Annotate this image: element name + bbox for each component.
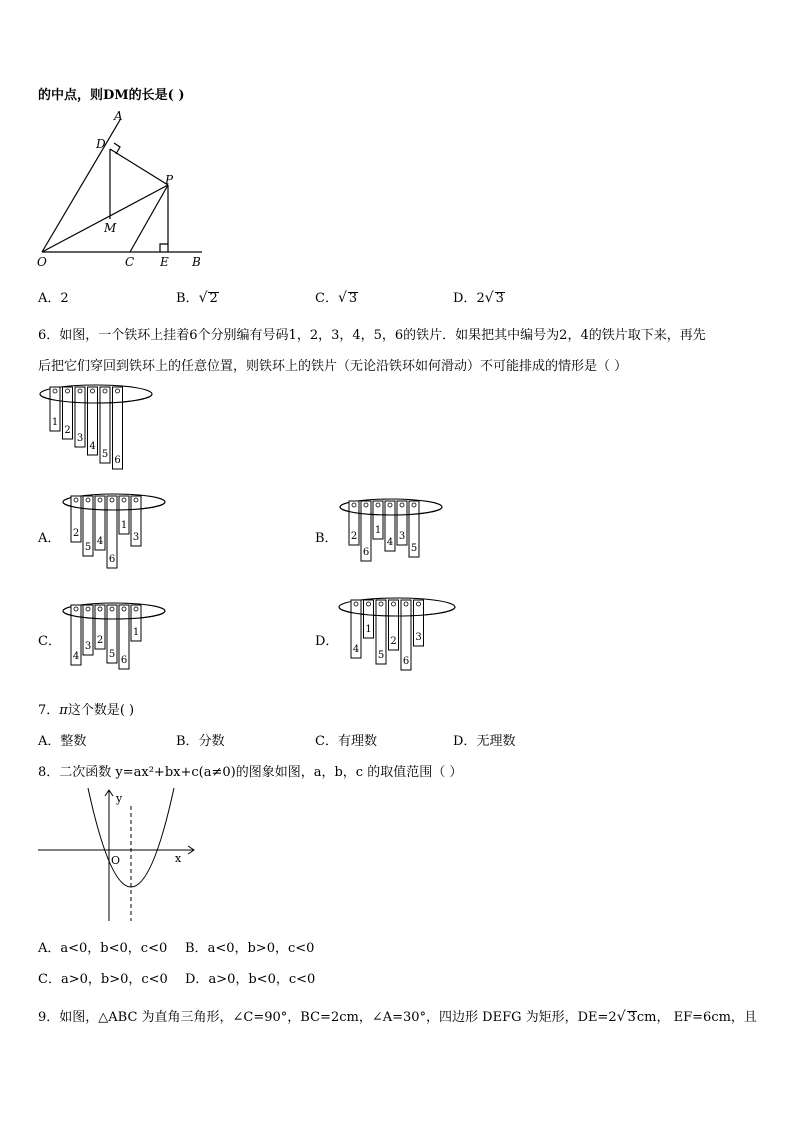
label-c: C (125, 255, 135, 269)
tag-number: 3 (398, 531, 406, 542)
tag-number: 1 (51, 417, 59, 428)
tag-number: 2 (96, 635, 104, 646)
q6-line-2: 后把它们穿回到铁环上的任意位置，则铁环上的铁片（无论沿铁环如何滑动）不可能排成的情形是（ ） (38, 359, 628, 374)
tag-hole (367, 602, 371, 606)
tag-number: 5 (101, 449, 109, 460)
tag-hole (110, 607, 114, 611)
q8-option-d[interactable]: D．a>0，b<0，c<0 (185, 972, 316, 987)
q5-option-a[interactable]: A．2 (38, 291, 69, 306)
tag-hole (354, 602, 358, 606)
tag-number: 4 (96, 536, 104, 547)
tag-number: 5 (84, 542, 92, 553)
tag-hole (66, 389, 70, 393)
x-label: x (175, 852, 182, 865)
tag-number: 5 (410, 543, 418, 554)
q6-option-a-label[interactable]: A． (38, 531, 61, 546)
tag-hole (78, 389, 82, 393)
tag-hole (122, 607, 126, 611)
tag-number: 5 (377, 650, 385, 661)
right-angle-e (160, 244, 168, 252)
tag-hole (74, 607, 78, 611)
q9-text: 9．如图，△ABC 为直角三角形，∠C=90°，BC=2cm，∠A=30°，四边形 DEFG 为矩形，DE=2√ 3cm， EF=6cm，且 (38, 1009, 757, 1025)
tag-number: 2 (350, 531, 358, 542)
tag-hole (388, 503, 392, 507)
q8-option-c[interactable]: C．a>0，b>0，c<0 (38, 972, 168, 987)
line-dp (110, 149, 168, 185)
q8-option-a[interactable]: A．a<0，b<0，c<0 (38, 941, 168, 956)
q8-parabola-graph (36, 786, 201, 926)
label-d: D (96, 137, 106, 151)
q7-option-a[interactable]: A．整数 (38, 734, 87, 749)
tag-number: 4 (72, 651, 80, 662)
q6-option-b-label[interactable]: B． (315, 531, 338, 546)
q7-option-b[interactable]: B．分数 (176, 734, 225, 749)
tag-number: 3 (76, 433, 84, 444)
tag-hole (91, 389, 95, 393)
tag-hole (412, 503, 416, 507)
tag-number: 3 (415, 632, 422, 643)
q5-option-d[interactable]: D．2√ 3 (453, 290, 504, 306)
q6-line-1: 6．如图，一个铁环上挂着6个分别编有号码1，2，3，4，5，6的铁片．如果把其中编号为2，4的铁片取下来，再先 (38, 328, 706, 343)
tag-number: 6 (402, 656, 410, 667)
q5-geometry-figure (32, 108, 212, 273)
tag-number: 1 (365, 624, 372, 635)
tag-hole (98, 607, 102, 611)
tag-hole (116, 389, 120, 393)
q5-option-b[interactable]: B．√ 2 (176, 290, 218, 306)
tag-hole (364, 503, 368, 507)
q6-option-c-ring[interactable] (60, 598, 170, 678)
q8-text: 8．二次函数 y=ax²+bx+c(a≠0)的图象如图，a，b，c 的取值范围（ ） (38, 765, 463, 780)
q6-option-b-ring[interactable] (337, 494, 447, 574)
tag-hole (379, 602, 383, 606)
label-p: P (165, 173, 174, 187)
tag-number: 2 (390, 636, 397, 647)
tag-number: 2 (64, 425, 71, 436)
tag-hole (86, 498, 90, 502)
tag-hole (392, 602, 396, 606)
label-b: B (192, 255, 201, 269)
q6-option-a-ring[interactable] (60, 488, 170, 573)
label-a: A (114, 109, 123, 123)
tag-number: 6 (120, 655, 128, 666)
tag-hole (103, 389, 107, 393)
tag-number: 4 (352, 644, 360, 655)
y-label: y (116, 792, 123, 805)
tag-number: 2 (72, 528, 80, 539)
tag-hole (86, 607, 90, 611)
q5-text: 的中点，则DM的长是( ) (38, 88, 185, 103)
q6-option-d-label[interactable]: D． (315, 634, 339, 649)
label-m: M (104, 221, 117, 235)
q6-option-d-ring[interactable] (337, 594, 462, 684)
tag-number: 6 (108, 554, 116, 565)
label-e: E (160, 255, 169, 269)
q8-option-b[interactable]: B．a<0，b>0，c<0 (185, 941, 315, 956)
tag-number: 3 (132, 532, 140, 543)
q6-main-ring-figure (38, 380, 168, 475)
tag-hole (74, 498, 78, 502)
tag-number: 6 (114, 455, 121, 466)
tag-hole (53, 389, 57, 393)
tag-hole (417, 602, 421, 606)
label-o: O (37, 255, 47, 269)
pi-symbol: π (59, 703, 68, 718)
q7-text: 7．π这个数是( ) (38, 703, 135, 718)
tag-number: 1 (132, 627, 140, 638)
tag-number: 1 (120, 520, 128, 531)
q7-option-c[interactable]: C．有理数 (315, 734, 377, 749)
origin-label: O (111, 854, 121, 867)
tag-number: 1 (374, 525, 382, 536)
tag-hole (404, 602, 408, 606)
tag-hole (134, 498, 138, 502)
tag-hole (98, 498, 102, 502)
tag-hole (134, 607, 138, 611)
tag-hole (110, 498, 114, 502)
q6-option-c-label[interactable]: C． (38, 634, 61, 649)
tag-hole (352, 503, 356, 507)
q5-option-c[interactable]: C．√ 3 (315, 290, 358, 306)
tag-hole (376, 503, 380, 507)
tag-number: 4 (386, 537, 394, 548)
tag-number: 5 (108, 649, 116, 660)
tag-number: 6 (362, 547, 370, 558)
tag-hole (400, 503, 404, 507)
tag-hole (122, 498, 126, 502)
tag-number: 4 (89, 441, 96, 452)
q7-option-d[interactable]: D．无理数 (453, 734, 516, 749)
tag-number: 3 (84, 641, 92, 652)
